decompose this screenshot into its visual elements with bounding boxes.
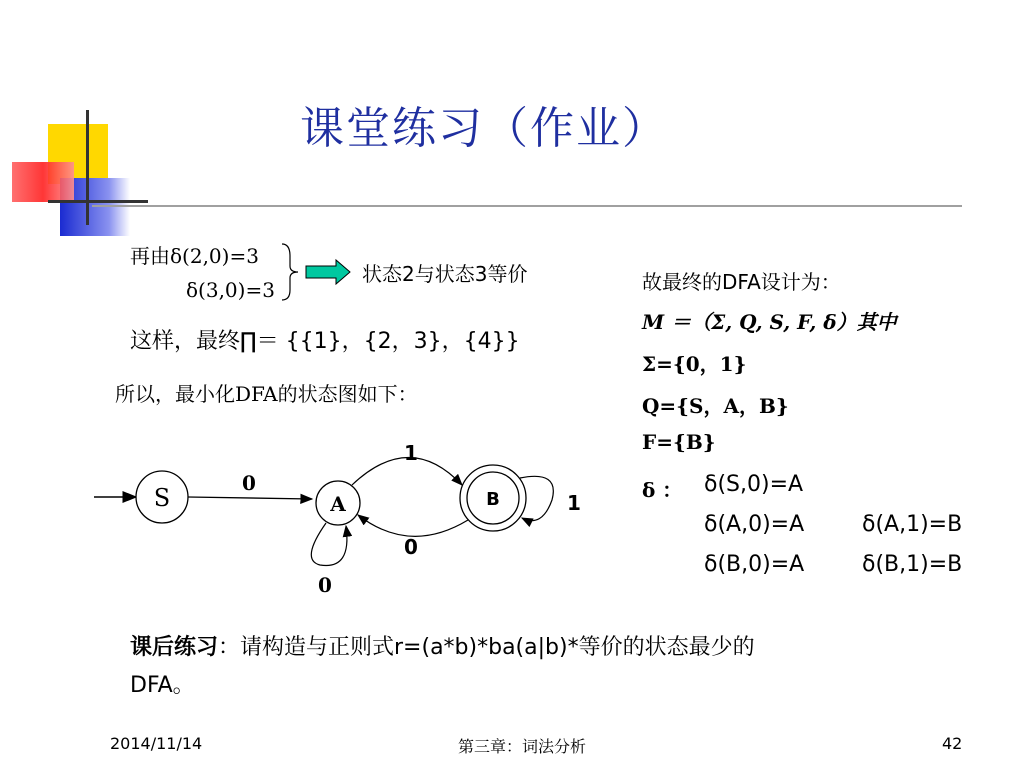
delta-a-1: δ(A,1)=B	[862, 512, 963, 537]
edge-s-a	[188, 497, 312, 499]
state-b-label: B	[486, 489, 500, 510]
q-definition: Q={S，A，B}	[642, 394, 789, 418]
dfa-state-diagram	[90, 430, 610, 610]
edge-b-a	[358, 515, 468, 536]
slide-title: 课堂练习（作业）	[300, 103, 668, 154]
homework-label: 课后练习	[130, 634, 219, 660]
decorative-logo	[0, 110, 150, 230]
footer-chapter: 第三章：词法分析	[458, 737, 587, 756]
homework-text: ：请构造与正则式r=(a*b)*ba(a|b)*等价的状态最少的	[218, 635, 755, 660]
m-definition: M ＝（Σ, Q, S, F, δ）其中	[642, 310, 897, 334]
sigma-definition: Σ={0，1}	[642, 352, 747, 376]
delta-b-0: δ(B,0)=A	[704, 552, 805, 577]
homework-text-cont: DFA。	[130, 673, 195, 698]
dfa-heading: 故最终的DFA设计为：	[642, 270, 841, 294]
equivalence-text: 状态2与状态3等价	[362, 262, 528, 286]
state-s-label: S	[153, 484, 171, 512]
state-a-label: A	[330, 492, 346, 516]
delta-a-0: δ(A,0)=A	[704, 512, 805, 537]
edge-a-loop	[311, 523, 347, 566]
delta-3-0: δ(3,0)=3	[186, 278, 275, 302]
footer-page-number: 42	[942, 734, 963, 753]
again-by-label	[130, 240, 259, 269]
dfa-intro-text: 所以，最小化DFA的状态图如下：	[115, 382, 418, 406]
delta-s-0: δ(S,0)=A	[704, 472, 804, 497]
delta-2-0: δ(2,0)=3	[170, 244, 259, 268]
delta-label: δ ：	[642, 478, 683, 502]
footer-date: 2014/11/14	[110, 734, 203, 753]
edge-s-a-label: 0	[242, 471, 256, 495]
edge-a-b-label: 1	[404, 441, 418, 465]
final-partition-text: 这样，最终∏＝ {{1}，{2，3}，{4}}	[130, 329, 520, 354]
line1-prefix: 再由	[130, 244, 170, 268]
edge-b-a-label: 0	[404, 535, 418, 559]
edge-a-loop-label: 0	[318, 573, 332, 597]
edge-b-loop-label: 1	[567, 491, 581, 515]
brace-and-arrow	[280, 240, 360, 304]
f-definition: F={B}	[642, 430, 716, 454]
title-divider	[92, 205, 962, 207]
homework-line	[130, 630, 755, 661]
delta-b-1: δ(B,1)=B	[862, 552, 963, 577]
